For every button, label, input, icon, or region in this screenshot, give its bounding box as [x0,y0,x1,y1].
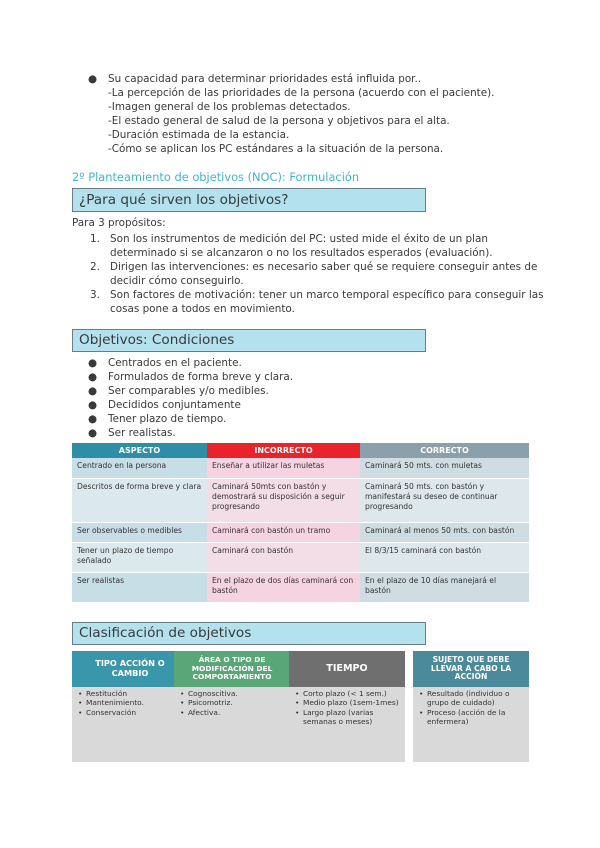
bullet-icon: ● [88,413,98,425]
list-item: • Conservación [76,708,184,717]
table-cell: Tener un plazo de tiempo señalado [72,542,207,572]
list-item: • Afectiva. [178,708,286,717]
table-row [72,572,529,602]
list-item: • Proceso (acción de la enfermera) [417,708,525,727]
purpose-text: Son factores de motivación: tener un marco temporal específico para conseguir las [110,289,544,301]
card-title: SUJETO QUE DEBE LLEVAR A CABO LA ACCIÓN [413,651,529,687]
table-row [72,542,529,572]
table-cell: En el plazo de 10 días manejará el bastón [360,572,529,602]
purpose-text: Son los instrumentos de medición del PC: usted mide el éxito de un plan [110,233,488,245]
header-condiciones: Objetivos: Condiciones [72,329,426,352]
condition-item [88,370,293,385]
purpose-3 [90,288,544,302]
condition-text: Ser realistas. [108,427,176,439]
table-cell: El 8/3/15 caminará con bastón [360,542,529,572]
bullet-icon: ● [88,357,98,369]
purposes-intro: Para 3 propósitos: [72,217,166,229]
purpose-number: 1. [90,233,100,245]
card-title: TIEMPO [289,651,405,687]
card-list [76,689,184,717]
card-list [293,689,401,726]
table-cell: Descritos de forma breve y clara [72,478,207,522]
table-cell: Caminará con bastón un tramo [207,522,360,542]
col-correcto: CORRECTO [360,443,529,458]
classification-card-tiempo [289,651,405,762]
intro-sub-3: -El estado general de salud de la persona y objetivos para el alta. [108,115,450,127]
purpose-2-cont: decidir cómo conseguirlo. [110,275,244,287]
intro-sub-5: -Cómo se aplican los PC estándares a la situación de la persona. [108,143,444,155]
purpose-number: 2. [90,261,100,273]
table-cell: Caminará al menos 50 mts. con bastón [360,522,529,542]
table-header-row [72,443,529,458]
list-item: • Corto plazo (< 1 sem.) [293,689,401,698]
purpose-number: 3. [90,289,100,301]
table-cell: Ser observables o medibles [72,522,207,542]
table-cell: Enseñar a utilizar las muletas [207,458,360,478]
list-item: • Psicomotriz. [178,698,286,707]
header-para-que: ¿Para qué sirven los objetivos? [72,188,426,212]
bullet-icon: ● [88,399,98,411]
condition-text: Centrados en el paciente. [108,357,242,369]
table-cell: Ser realistas [72,572,207,602]
purpose-1 [90,232,488,246]
header-clasificacion: Clasificación de objetivos [72,622,426,645]
classification-card-sujeto [413,651,529,762]
list-item: • Cognoscitiva. [178,689,286,698]
table-cell: Caminará 50mts con bastón y demostrará su disposición a seguir progresando [207,478,360,522]
objectives-table [72,443,529,603]
intro-sub-4: -Duración estimada de la estancia. [108,129,290,141]
intro-bullet-text: Su capacidad para determinar prioridades está influida por.. [108,73,422,85]
classification-card-tipo-accion [72,651,188,762]
list-item: • Resultado (individuo o grupo de cuidado) [417,689,525,708]
condition-item [88,412,226,427]
condition-item [88,356,242,371]
bullet-icon: ● [88,385,98,397]
condition-text: Ser comparables y/o medibles. [108,385,269,397]
table-cell: En el plazo de dos días caminará con bastón [207,572,360,602]
table-row [72,522,529,542]
card-title: ÁREA O TIPO DE MODIFICACIÓN DEL COMPORTAMIENTO [174,651,290,687]
intro-sub-1: -La percepción de las prioridades de la persona (acuerdo con el paciente). [108,87,495,99]
col-incorrecto: INCORRECTO [207,443,360,458]
classification-card-area [174,651,290,762]
bullet-icon: ● [88,427,98,439]
list-item: • Mantenimiento. [76,698,184,707]
table-cell: Caminará 50 mts. con bastón y manifestará su deseo de continuar progresando [360,478,529,522]
bullet-icon: ● [88,73,98,85]
purpose-1-cont: determinado si se alcanzaron o no los resultados esperados (evaluación). [110,247,493,259]
condition-text: Tener plazo de tiempo. [108,413,227,425]
list-item: • Largo plazo (varias semanas o meses) [293,708,401,727]
section-title: 2º Planteamiento de objetivos (NOC): Formulación [72,170,360,184]
condition-text: Formulados de forma breve y clara. [108,371,294,383]
list-item: • Restitución [76,689,184,698]
condition-item [88,384,269,399]
bullet-icon: ● [88,371,98,383]
purpose-3-cont: cosas pone a todos en movimiento. [110,303,295,315]
table-cell: Centrado en la persona [72,458,207,478]
table-row [72,458,529,478]
table-cell: Caminará 50 mts. con muletas [360,458,529,478]
condition-item [88,426,176,441]
card-list [178,689,286,717]
purpose-2 [90,260,537,274]
condition-item [88,398,241,413]
table-row [72,478,529,522]
intro-bullet [88,72,421,87]
purpose-text: Dirigen las intervenciones: es necesario saber qué se requiere conseguir antes de [110,261,538,273]
intro-sub-2: -Imagen general de los problemas detectados. [108,101,351,113]
list-item: • Medio plazo (1sem-1mes) [293,698,401,707]
col-aspecto: ASPECTO [72,443,207,458]
condition-text: Decididos conjuntamente [108,399,241,411]
card-title: TIPO ACCIÓN O CAMBIO [72,651,188,687]
card-list [417,689,525,726]
table-cell: Caminará con bastón [207,542,360,572]
